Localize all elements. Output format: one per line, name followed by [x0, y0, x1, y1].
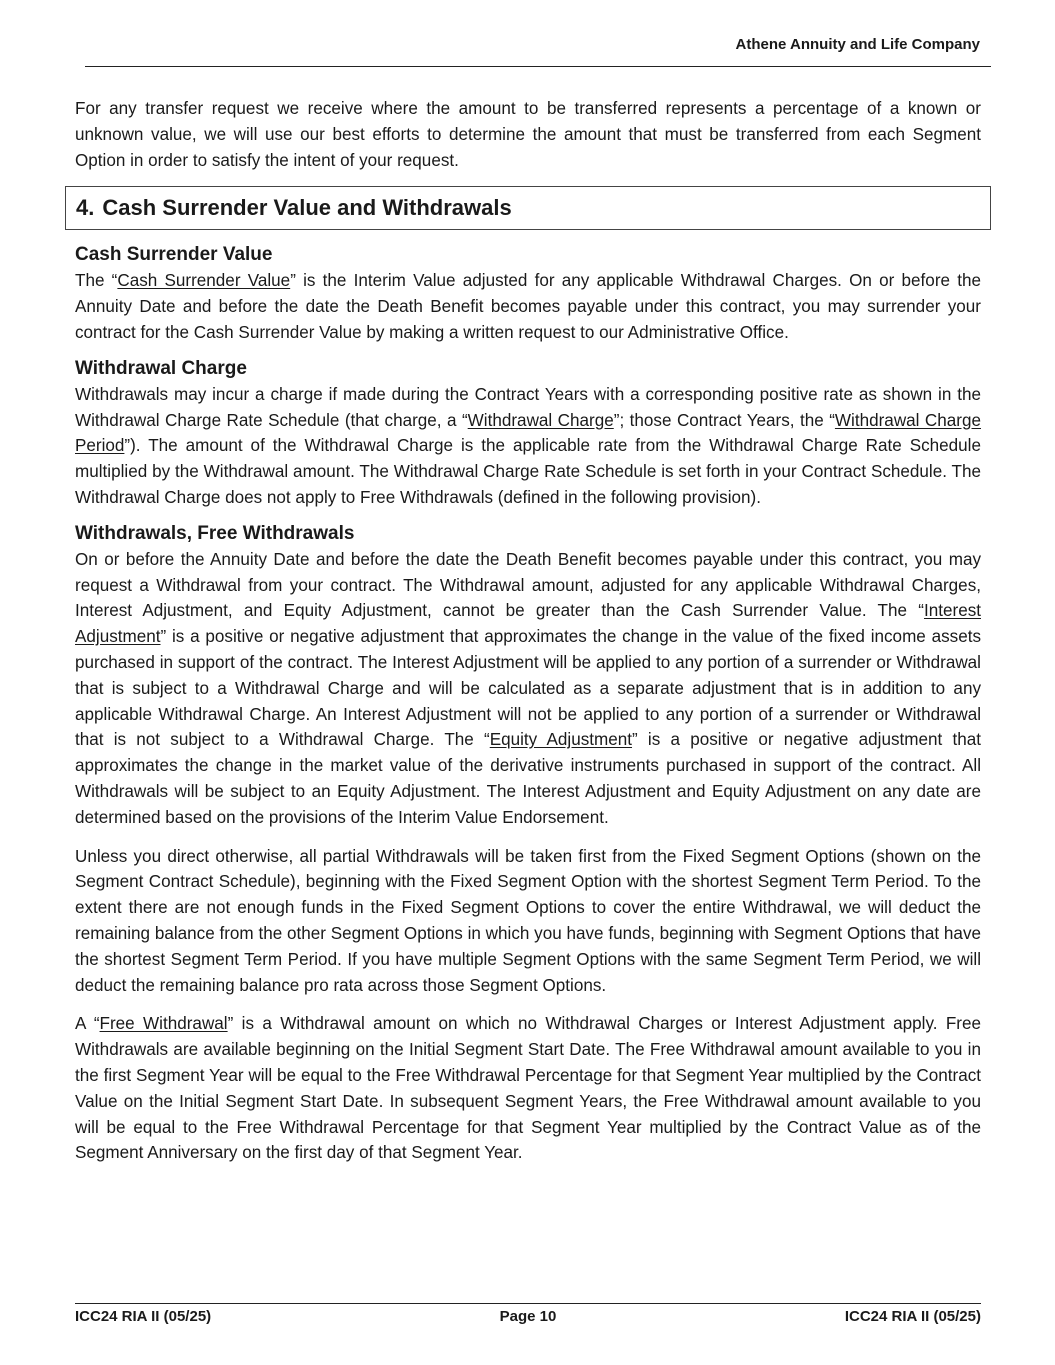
defined-term: Equity Adjustment [489, 730, 633, 750]
cash-surrender-value-heading: Cash Surrender Value [75, 244, 273, 266]
defined-term: Cash Surrender Value [117, 271, 291, 291]
cash-surrender-value-paragraph [75, 268, 981, 345]
company-name: Athene Annuity and Life Company [735, 36, 980, 53]
form-number-left: ICC24 RIA II (05/25) [75, 1308, 212, 1325]
footer-divider [75, 1303, 981, 1304]
text-run: The “ [75, 271, 118, 291]
cash-surrender-value-block [75, 242, 981, 345]
text-run: ” is a positive or negative adjustment that approximates the change in the value of the fixed income assets purchased in support of the contract. The Interest Adjustment will be applied to any portion of a surrender or Withdrawal that is subject to a Withdrawal Charge and will be calculated as a separate adjustment that is in addition to any applicable Withdrawal Charge. An Interest Adjustment will not be applied to any portion of a surrender or Withdrawal that is not subject to a Withdrawal Charge. The “ [75, 627, 981, 750]
page-body [75, 96, 981, 1166]
section-heading-box [65, 186, 991, 230]
text-run: ” is a Withdrawal amount on which no Withdrawal Charges or Interest Adjustment apply. Free Withdrawals are available beginning on the Initial Segment Start Date. The Free Withdrawal amount available to you in the first Segment Year will be equal to the Free Withdrawal Percentage for that Segment Year multiplied by the Contract Value on the Initial Segment Start Date. In subsequent Segment Years, the Free Withdrawal amount available to you will be equal to the Free Withdrawal Percentage for that Segment Year multiplied by the Contract Value as of the Segment Anniversary on the first day of that Segment Year. [75, 1014, 981, 1163]
withdrawal-charge-heading: Withdrawal Charge [75, 357, 247, 379]
header-divider [85, 66, 991, 67]
defined-term: Interest Adjustment [75, 601, 981, 647]
section-number: 4. [76, 195, 95, 221]
text-run: A “ [75, 1014, 100, 1034]
text-run: ”). The amount of the Withdrawal Charge is the applicable rate from the Withdrawal Charge Rate Schedule multiplied by the Withdrawal amount. The Withdrawal Charge Rate Schedule is set forth in your Contract Schedule. The Withdrawal Charge does not apply to Free Withdrawals (defined in the following provision). [75, 436, 981, 507]
free-withdrawals-block [75, 521, 981, 1166]
page-number: Page 10 [499, 1308, 557, 1325]
text-run: ” is a positive or negative adjustment that approximates the change in the market value of the derivative instruments purchased in support of the contract. All Withdrawals will be subject to an Equity Adjustment. The Interest Adjustment and Equity Adjustment on any date are determined based on the provisions of the Interim Value Endorsement. [75, 730, 982, 827]
withdrawal-charge-block [75, 356, 981, 511]
text-run: ” is the Interim Value adjusted for any applicable Withdrawal Charges. On or before the Annuity Date and before the date the Death Benefit becomes payable under this contract, you may surrender your contract for the Cash Surrender Value by making a written request to our Administrative Office. [75, 271, 981, 342]
text-run: Withdrawals may incur a charge if made during the Contract Years with a corresponding positive rate as shown in the Withdrawal Charge Rate Schedule (that charge, a “ [75, 384, 981, 430]
free-withdrawal-paragraph [75, 1011, 981, 1166]
partial-withdrawals-paragraph: Unless you direct otherwise, all partial Withdrawals will be taken first from the Fixed Segment Options (shown on the Segment Contract Schedule), beginning with the Fixed Segment Option with the shortest Segment Term Period. To the extent there are not enough funds in the Fixed Segment Options to cover the entire Withdrawal, we will deduct the remaining balance from the other Segment Options in which you have funds, beginning with Segment Options that have the shortest Segment Term Period. If you have multiple Segment Options with the same Segment Term Period, we will deduct the remaining balance pro rata across those Segment Options. [75, 846, 981, 995]
defined-term: Withdrawal Charge Period [75, 410, 981, 456]
intro-paragraph: For any transfer request we receive where the amount to be transferred represents a percentage of a known or unknown value, we will use our best efforts to determine the amount that must be transferred from each Segment Option in order to satisfy the intent of your request. [75, 99, 981, 170]
text-run: ”; those Contract Years, the “ [613, 410, 835, 430]
defined-term: Withdrawal Charge [467, 410, 614, 430]
free-withdrawals-heading: Withdrawals, Free Withdrawals [75, 522, 355, 544]
withdrawal-charge-paragraph [75, 382, 981, 511]
defined-term: Free Withdrawal [99, 1014, 228, 1034]
section-title: Cash Surrender Value and Withdrawals [102, 195, 512, 221]
withdrawals-paragraph [75, 547, 981, 831]
form-number-right: ICC24 RIA II (05/25) [844, 1308, 981, 1325]
text-run: On or before the Annuity Date and before the date the Death Benefit becomes payable under this contract, you may request a Withdrawal from your contract. The Withdrawal amount, adjusted for any applicable Withdrawal Charges, Interest Adjustment, and Equity Adjustment, cannot be greater than the Cash Surrender Value. The “ [75, 549, 981, 621]
